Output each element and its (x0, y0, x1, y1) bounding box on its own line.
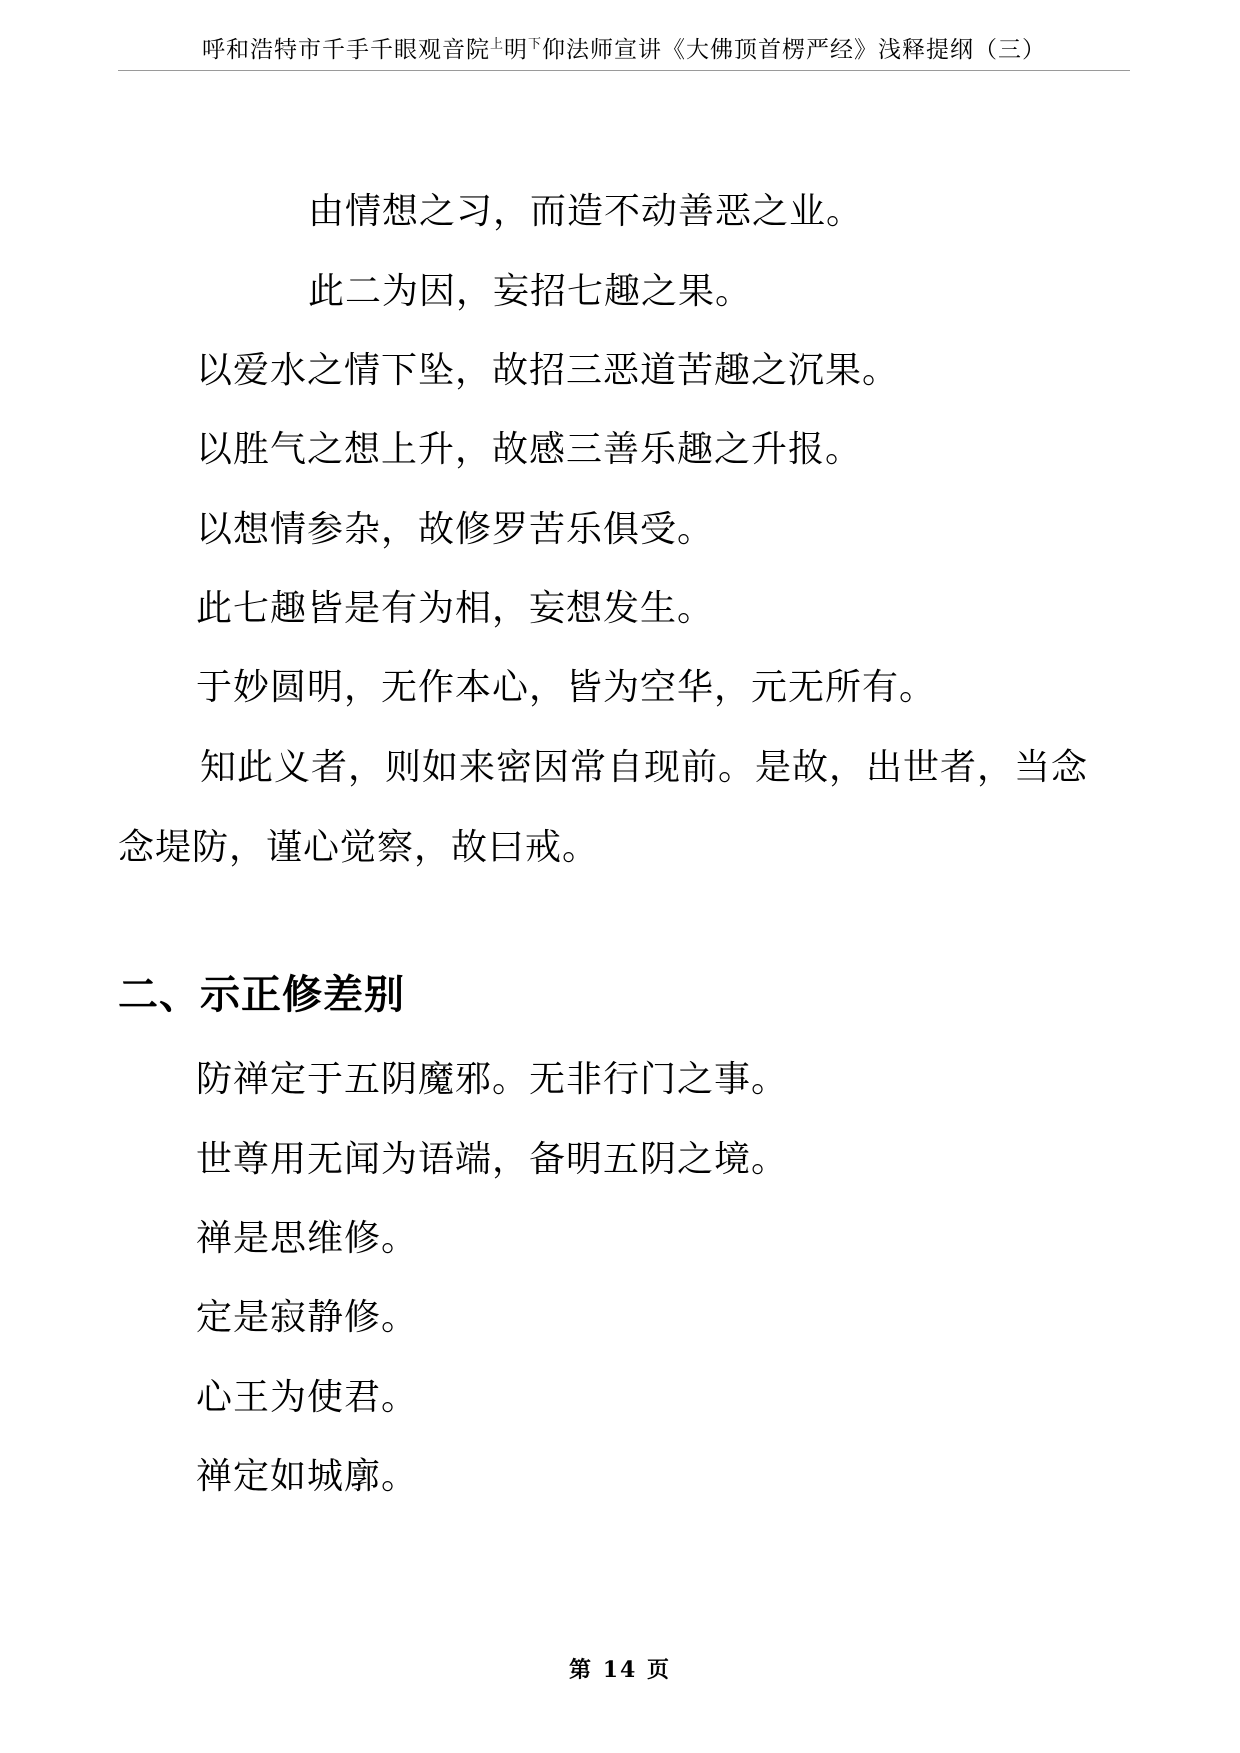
paragraph-line: 世尊用无闻为语端，备明五阴之境。 (196, 1139, 789, 1180)
paragraph-line: 由情想之习，而造不动善恶之业。 (308, 191, 864, 232)
paragraph-line: 定是寂静修。 (196, 1297, 419, 1338)
paragraph-line: 念堤防，谨心觉察，故曰戒。 (118, 827, 600, 868)
paragraph-line: 禅定如城廓。 (196, 1456, 419, 1497)
paragraph-line: 以胜气之想上升，故感三善乐趣之升报。 (196, 429, 863, 470)
paragraph-line: 此二为因，妄招七趣之果。 (308, 271, 753, 312)
header-text-part2: 明 (504, 37, 528, 63)
header-superscript-up: 上 (489, 37, 504, 52)
paragraph-line: 防禅定于五阴魔邪。无非行门之事。 (196, 1059, 789, 1100)
section-heading: 二、示正修差别 (118, 971, 405, 1018)
page-number: 第 14 页 (569, 1657, 671, 1683)
paragraph-line: 以想情参杂，故修罗苦乐俱受。 (196, 509, 715, 550)
paragraph-line: 于妙圆明，无作本心，皆为空华，元无所有。 (196, 667, 937, 708)
paragraph-line: 以爱水之情下坠，故招三恶道苦趣之沉果。 (196, 350, 900, 391)
paragraph-line: 禅是思维修。 (196, 1218, 419, 1259)
header-text-part1: 呼和浩特市千手千眼观音院 (201, 37, 490, 63)
running-header (118, 36, 1130, 71)
header-superscript-down: 下 (528, 37, 543, 52)
paragraph-line: 此七趣皆是有为相，妄想发生。 (196, 588, 715, 629)
header-text-part3: 仰法师宣讲《大佛顶首楞严经》浅释提纲（三） (542, 37, 1047, 63)
paragraph-line: 知此义者，则如来密因常自现前。是故，出世者，当念 (200, 747, 1089, 788)
paragraph-line: 心王为使君。 (196, 1377, 419, 1418)
